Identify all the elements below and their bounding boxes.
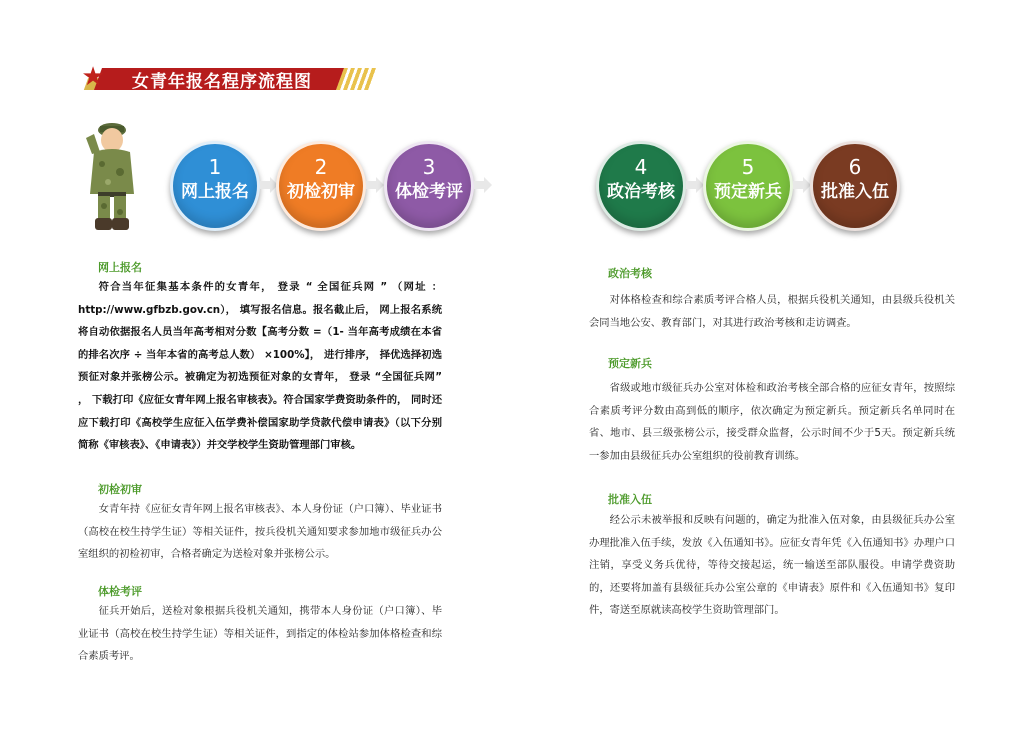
section-heading-initial-review: 初检初审	[98, 483, 142, 496]
banner-gold-hatch	[336, 68, 378, 90]
step-number: 6	[848, 155, 862, 179]
step-1-online-registration	[170, 141, 260, 231]
arrow-right-icon	[474, 177, 492, 193]
step-label: 政治考核	[607, 182, 675, 202]
section-body-pre-selected: 省级或地市级征兵办公室对体检和政治考核全部合格的应征女青年，按照综合素质考评分数由高到低的顺序，依次确定为预定新兵。预定新兵名单同时在省、地市、县三级张榜公示，接受群众监督，公示时间不少于5天。预定新兵统一参加由县级征兵办公室组织的役前教育训练。	[589, 382, 955, 462]
step-4-political-check	[596, 141, 686, 231]
step-number: 1	[208, 155, 222, 179]
section-heading-pre-selected: 预定新兵	[608, 357, 652, 370]
step-2-initial-review	[276, 141, 366, 231]
section-body-online-registration: 符合当年征集基本条件的女青年， 登录 “ 全国征兵网 ” （网址 ：http://www.gfbzb.gov.cn）， 填写报名信息。报名截止后， 网上报名系统将自动依据报名人员当年高考相对分数【高考分数 =（1- 当年高考成绩在本省的排名次序 ÷ 当年本省的高考总人数） ×100%】， 进行排序， 择优选择初选预征对象并张榜公示。被确定为初选预征对象的女青年， 登录 “全国征兵网” ， 下载打印《应征女青年网上报名审核表》。符合国家学费资助条件的， 同时还应下载打印《高校学生应征入伍学费补偿国家助学贷款代偿申请表》（以下分别简称《审核表》、《申请表》）并交学校学生资助管理部门审核。	[78, 281, 442, 452]
section-heading-physical-exam: 体检考评	[98, 585, 142, 598]
section-heading-political-check: 政治考核	[608, 267, 652, 280]
arrow-right-icon	[686, 177, 704, 193]
step-6-enlistment-approved	[810, 141, 900, 231]
star-icon: ★	[81, 62, 105, 92]
step-number: 4	[634, 155, 648, 179]
step-number: 2	[314, 155, 328, 179]
step-3-physical-exam	[384, 141, 474, 231]
step-label: 预定新兵	[714, 182, 782, 202]
section-heading-online-registration: 网上报名	[98, 261, 142, 274]
section-body-physical-exam: 征兵开始后，送检对象根据兵役机关通知，携带本人身份证（户口簿）、毕业证书（高校在校生持学生证）等相关证件，到指定的体检站参加体格检查和综合素质考评。	[78, 605, 442, 663]
section-heading-enlistment-approved: 批准入伍	[608, 493, 652, 506]
step-number: 3	[422, 155, 436, 179]
soldier-illustration	[80, 108, 142, 236]
step-label: 初检初审	[287, 182, 355, 202]
arrow-right-icon	[793, 177, 811, 193]
step-5-pre-selected	[703, 141, 793, 231]
step-label: 网上报名	[181, 182, 249, 202]
section-body-initial-review: 女青年持《应征女青年网上报名审核表》、本人身份证（户口簿）、毕业证书（高校在校生持学生证）等相关证件，按兵役机关通知要求参加地市级征兵办公室组织的初检初审，合格者确定为送检对象并张榜公示。	[78, 503, 442, 561]
title-banner	[78, 64, 374, 92]
section-body-enlistment-approved: 经公示未被举报和反映有问题的，确定为批准入伍对象，由县级征兵办公室办理批准入伍手续，发放《入伍通知书》。应征女青年凭《入伍通知书》办理户口注销，享受义务兵优待，等待交接起运，统一输送至部队服役。申请学费资助的，还要将加盖有县级征兵办公室公章的《申请表》原件和《入伍通知书》复印件，寄送至原就读高校学生资助管理部门。	[589, 514, 955, 617]
step-number: 5	[741, 155, 755, 179]
step-label: 体检考评	[395, 182, 463, 202]
arrow-right-icon	[366, 177, 384, 193]
section-body-political-check: 对体格检查和综合素质考评合格人员，根据兵役机关通知，由县级兵役机关会同当地公安、教育部门，对其进行政治考核和走访调查。	[589, 294, 955, 329]
page-title: 女青年报名程序流程图	[132, 72, 312, 92]
step-label: 批准入伍	[821, 182, 889, 202]
